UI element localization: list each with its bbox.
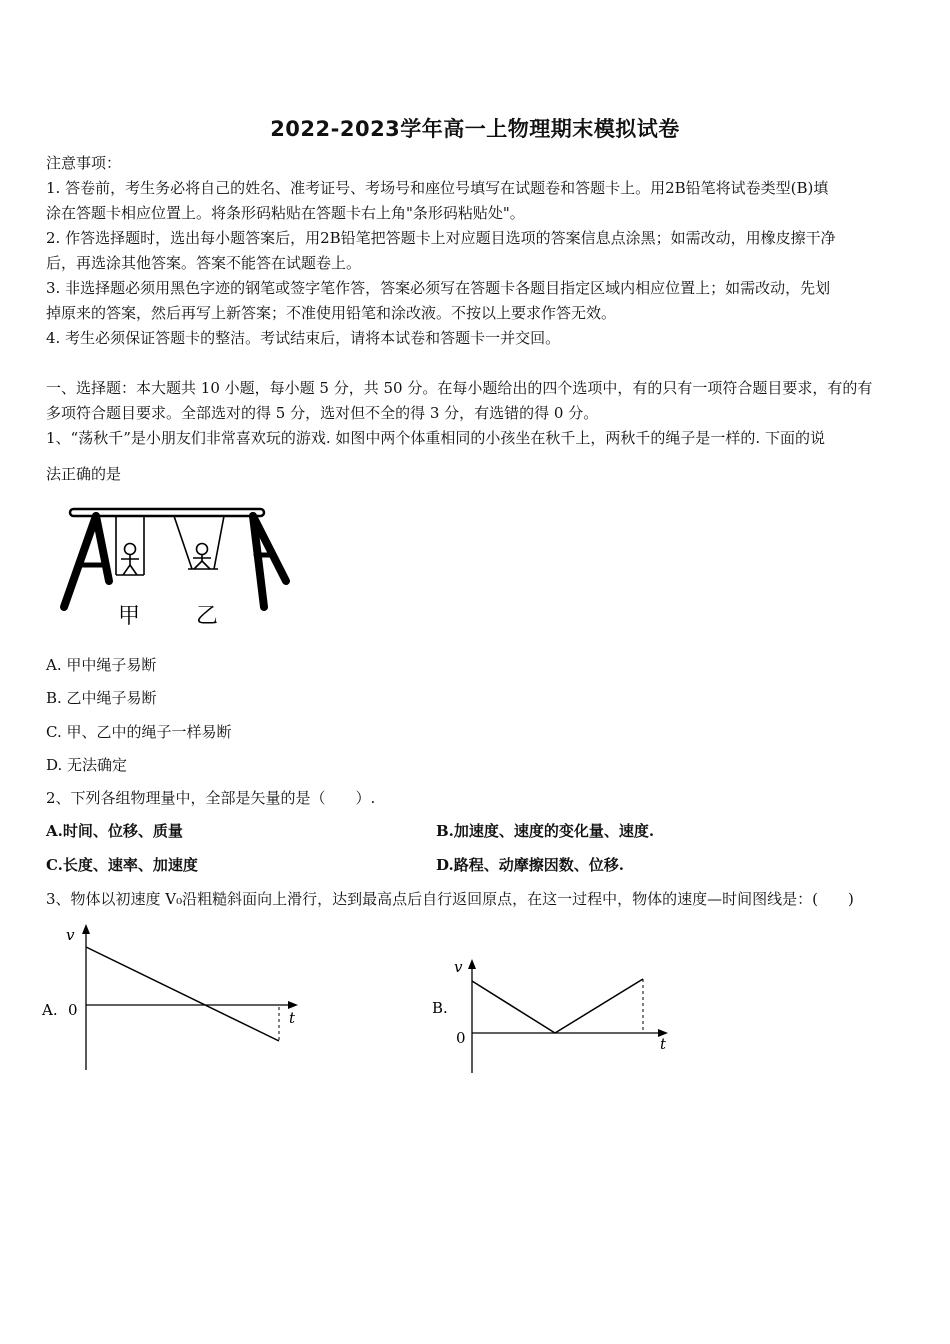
q1-option-a: A. 甲中绳子易断 xyxy=(46,656,157,674)
graph-a-y-label: v xyxy=(66,926,75,944)
swing-figure xyxy=(50,503,310,633)
q2-option-c: C.长度、速率、加速度 xyxy=(46,856,198,874)
notice-line: 涂在答题卡相应位置上。将条形码粘贴在答题卡右上角"条形码粘贴处"。 xyxy=(46,204,525,222)
graph-a-y-arrow xyxy=(82,924,90,934)
graph-a-x-arrow xyxy=(288,1001,298,1009)
q2-option-b: B.加速度、速度的变化量、速度. xyxy=(436,822,655,840)
notice-line: 掉原来的答案，然后再写上新答案；不准使用铅笔和涂改液。不按以上要求作答无效。 xyxy=(46,304,617,322)
swing-yi xyxy=(174,516,224,569)
graph-b-y-label: v xyxy=(454,958,463,976)
q1-option-d: D. 无法确定 xyxy=(46,756,128,774)
graph-b-option-label: B. xyxy=(432,999,448,1017)
q2-option-a: A.时间、位移、质量 xyxy=(46,822,183,840)
notice-line: 后，再选涂其他答案。答案不能答在试题卷上。 xyxy=(46,254,362,272)
graph-b-vt-line xyxy=(472,979,643,1033)
graph-b-x-label: t xyxy=(660,1035,667,1053)
graph-a xyxy=(40,920,310,1075)
graph-b-y-arrow xyxy=(468,959,476,969)
section-intro-line: 多项符合题目要求。全部选对的得 5 分，选对但不全的得 3 分，有选错的得 0 分。 xyxy=(46,404,599,422)
q1-option-c: C. 甲、乙中的绳子一样易断 xyxy=(46,723,232,741)
page-title: 2022-2023学年高一上物理期末模拟试卷 xyxy=(270,117,680,141)
q1-stem-cont: 法正确的是 xyxy=(46,465,122,483)
notice-line: 4. 考生必须保证答题卡的整洁。考试结束后，请将本试卷和答题卡一并交回。 xyxy=(46,329,561,347)
q1-stem: 1、“荡秋千”是小朋友们非常喜欢玩的游戏. 如图中两个体重相同的小孩坐在秋千上，两秋千的绳子是一样的. 下面的说 xyxy=(46,429,825,447)
swing-jia xyxy=(116,516,144,575)
section-intro-line: 一、选择题：本大题共 10 小题，每小题 5 分，共 50 分。在每小题给出的四个选项中，有的只有一项符合题目要求，有的有 xyxy=(46,379,873,397)
graph-a-origin: 0 xyxy=(68,1001,78,1019)
right-frame xyxy=(253,516,286,607)
notice-line: 1. 答卷前，考生务必将自己的姓名、准考证号、考场号和座位号填写在试题卷和答题卡上。用2B铅笔将试卷类型(B)填 xyxy=(46,179,829,197)
notice-line: 3. 非选择题必须用黑色字迹的钢笔或签字笔作答，答案必须写在答题卡各题目指定区域内相应位置上；如需改动，先划 xyxy=(46,279,831,297)
q2-option-d: D.路程、动摩擦因数、位移. xyxy=(436,856,624,874)
left-frame xyxy=(64,516,109,607)
notice-heading: 注意事项： xyxy=(46,154,122,172)
graph-b xyxy=(430,955,680,1080)
q1-option-b: B. 乙中绳子易断 xyxy=(46,689,157,707)
notice-line: 2. 作答选择题时，选出每小题答案后，用2B铅笔把答题卡上对应题目选项的答案信息点涂黑；如需改动，用橡皮擦干净 xyxy=(46,229,836,247)
q2-stem: 2、下列各组物理量中，全部是矢量的是（ ）. xyxy=(46,789,376,807)
label-yi: 乙 xyxy=(196,604,219,629)
graph-a-option-label: A. xyxy=(42,1001,58,1019)
label-jia: 甲 xyxy=(118,604,141,629)
graph-a-vt-line xyxy=(86,947,279,1041)
graph-a-x-label: t xyxy=(289,1009,296,1027)
q3-stem: 3、物体以初速度 V₀沿粗糙斜面向上滑行，达到最高点后自行返回原点，在这一过程中，物体的速度—时间图线是：( ) xyxy=(46,890,854,908)
graph-b-origin: 0 xyxy=(456,1029,466,1047)
